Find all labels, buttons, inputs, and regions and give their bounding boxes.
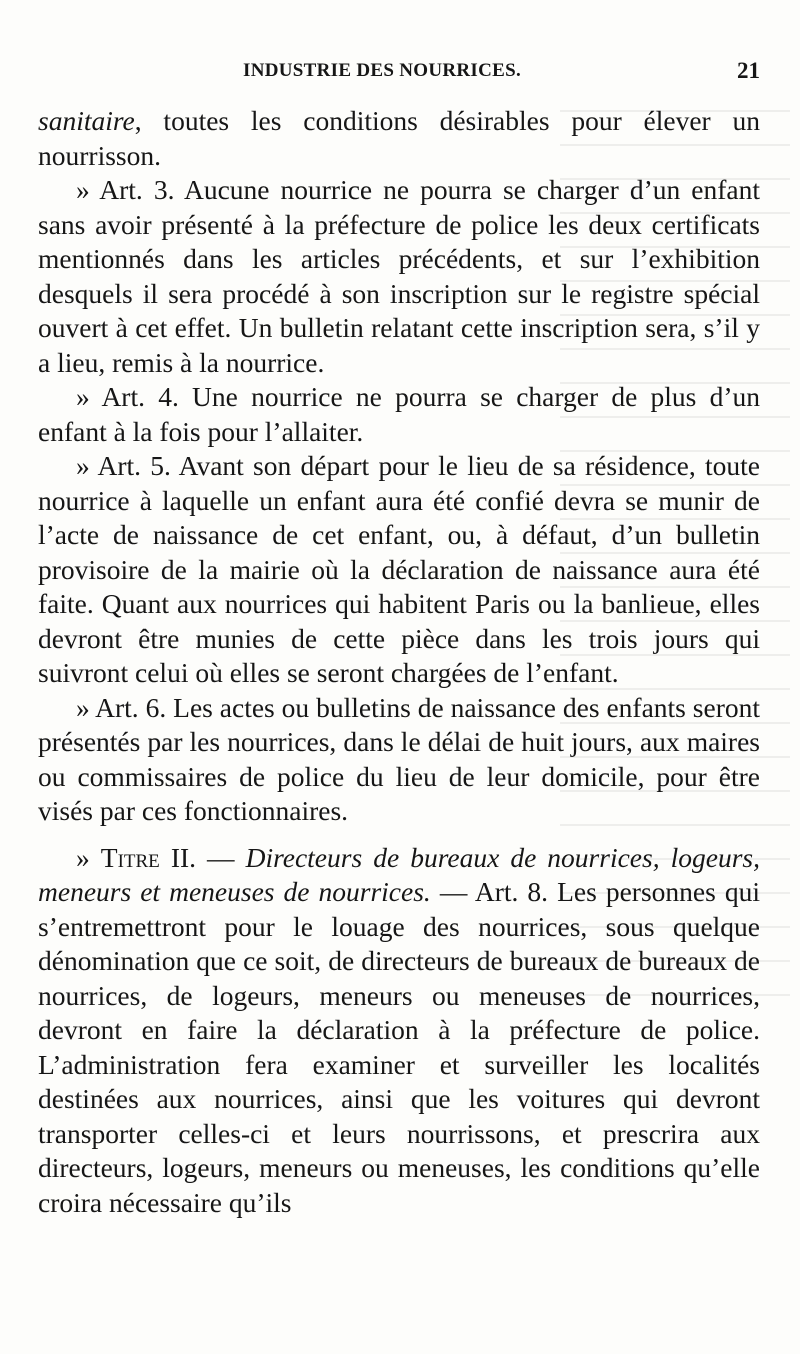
article-4: » Art. 4. Une nourrice ne pourra se charger de plus d’un enfant à la fois pour l’allaiter. <box>38 381 760 447</box>
paragraph-text: , toutes les conditions désirables pour élever un nourrisson. <box>38 105 760 171</box>
page-number: 21 <box>737 58 760 83</box>
running-title: INDUSTRIE DES NOURRICES. <box>243 60 522 81</box>
running-header <box>38 58 760 88</box>
article-5: » Art. 5. Avant son départ pour le lieu de sa résidence, toute nourrice à laquelle un enfant aura été confié devra se munir de l’acte de naissance de cet enfant, ou, à défaut, d’un bulletin provisoire de la mairie où la déclaration de naissance aura été faite. Quant aux nourrices qui habitent Paris ou la banlieue, elles devront être munies de cette pièce dans les trois jours qui suivront celui où elles se seront chargées de l’enfant. <box>38 450 760 688</box>
italic-word: sanitaire <box>38 105 135 136</box>
em-dash: — <box>196 841 246 873</box>
paragraph-continuation <box>38 104 760 173</box>
title-ii-paragraph <box>38 841 760 1221</box>
title-number: Titre II. <box>100 841 197 873</box>
article-6: » Art. 6. Les actes ou bulletins de naissance des enfants seront présentés par les nourrices, dans le délai de huit jours, aux maires ou commissaires de police du lieu de leur domicile, pour être visés par ces fonctionnaires. <box>38 691 760 826</box>
article-3: » Art. 3. Aucune nourrice ne pourra se charger d’un enfant sans avoir présenté à la préfecture de police les deux certificats mentionnés dans les articles précédents, et sur l’exhibition desquels il sera procédé à son inscription sur le registre spécial ouvert à cet effet. Un bulletin relatant cette inscription sera, s’il y a lieu, remis à la nourrice. <box>38 174 760 378</box>
guillemet: » <box>76 841 101 873</box>
body-text <box>38 104 760 1220</box>
section-heading: Directeurs de bureaux de nourrices, logeurs, meneurs et meneuses de nourrices. <box>38 841 760 907</box>
article-8-text: — Art. 8. Les personnes qui s’entremettront pour le louage des nourrices, sous quelque dénomination que ce soit, de directeurs de bureaux de bureaux de nourrices, de logeurs, meneurs ou meneuses de nourrices, devront en faire la déclaration à la préfecture de police. L’administration fera examiner et surveiller les localités destinées aux nourrices, ainsi que les voitures qui devront transporter celles-ci et leurs nourrissons, et prescrira aux directeurs, logeurs, meneurs ou meneuses, les conditions qu’elle croira nécessaire qu’ils <box>38 876 760 1218</box>
